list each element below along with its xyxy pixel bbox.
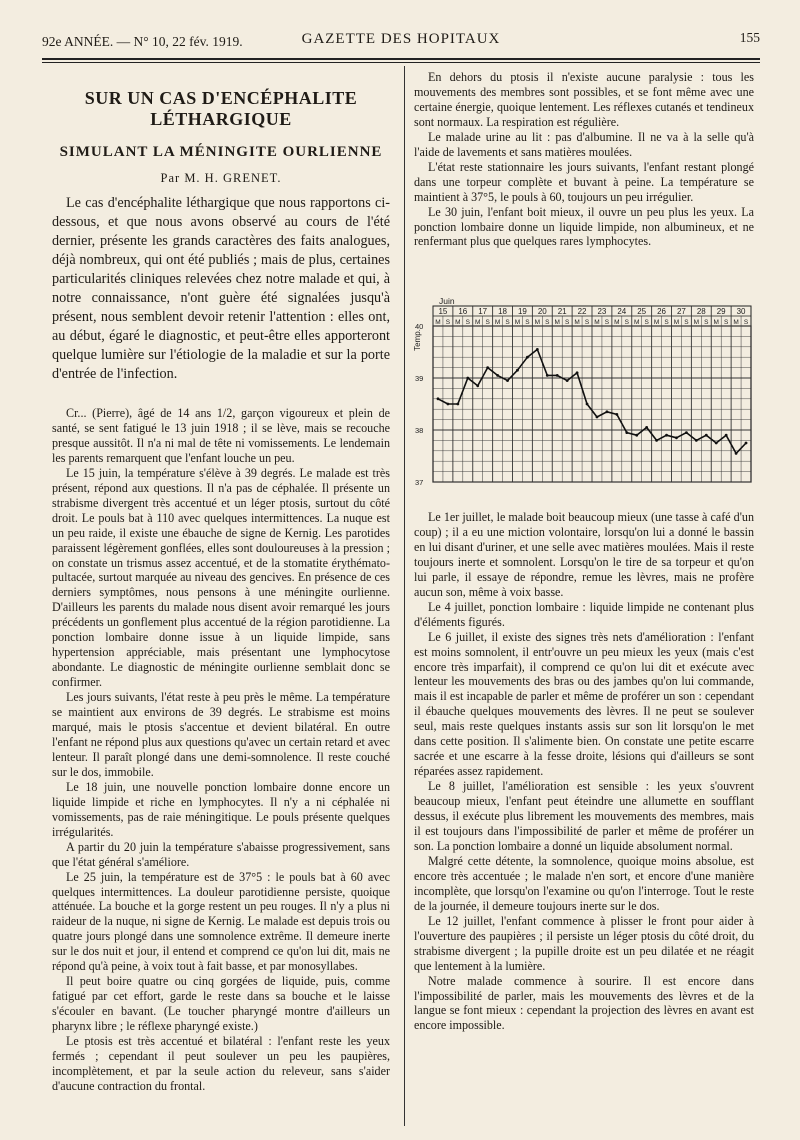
y-tick-label: 37 (415, 478, 424, 487)
day-label: 22 (577, 307, 587, 316)
temperature-point (576, 371, 579, 374)
day-label: 24 (617, 307, 627, 316)
day-label: 27 (676, 307, 686, 316)
half-day-label: S (505, 319, 510, 326)
paragraph: Le 8 juillet, l'amélioration est sensible : les yeux s'ouvrent beaucoup mieux, l'enfant peut éteindre une allumette en soufflant dessus, il exécute plus librement les mouvements des membres, mais il est toujours dans l'impossibilité de parler et même de proférer un son. La ponction lombaire a donné un liquide absolument normal. (414, 779, 754, 853)
half-day-label: M (733, 319, 739, 326)
half-day-label: M (475, 319, 481, 326)
day-label: 15 (438, 307, 448, 316)
day-label: 29 (716, 307, 726, 316)
day-label: 26 (657, 307, 667, 316)
temperature-point (516, 369, 519, 372)
paragraph: Le 18 juin, une nouvelle ponction lombaire donne encore un liquide limpide et riche en lymphocytes. Il n'y a ni céphalée ni vomissements, pas de raie méningitique. Le pouls présente quelques irrégularités. (52, 779, 390, 839)
half-day-label: M (614, 319, 620, 326)
day-label: 25 (637, 307, 647, 316)
day-label: 30 (736, 307, 746, 316)
month-label: Juin (439, 296, 455, 306)
temperature-point (655, 439, 658, 442)
temperature-chart-svg (411, 296, 757, 494)
half-day-label: S (604, 319, 610, 326)
paragraph: Notre malade commence à sourire. Il est encore dans l'impossibilité de parler, mais les mouvements des lèvres et de la langue se font mieux : cependant la projection des lèvres en avant est encore impossible. (414, 973, 754, 1033)
temperature-point (625, 431, 628, 434)
temperature-point (645, 426, 648, 429)
temperature-point (705, 434, 708, 437)
paragraph: Le 1er juillet, le malade boit beaucoup mieux (une tasse à café d'un coup) ; il a eu une miction volontaire, lorsqu'on lui a donné le bassin en lui disant d'uriner, et une selle avec matières moulées. Mais il reste toujours inerte et somnolent. Lorsqu'on le tire de sa torpeur et qu'on lui parle, il essaye de répondre, remue les lèvres, mais ne profère aucun son, même à voix basse. (414, 510, 754, 599)
day-label: 18 (498, 307, 508, 316)
temperature-point (476, 384, 479, 387)
half-day-label: M (554, 319, 560, 326)
half-day-label: S (684, 319, 689, 326)
article-subtitle: SIMULANT LA MÉNINGITE OURLIENNE (59, 144, 383, 160)
paragraph: Le 30 juin, l'enfant boit mieux, il ouvre un peu plus les yeux. La ponction lombaire donne un liquide limpide, non albumineux, et ne renfermant plus que quelques rares lymphocytes. (414, 204, 754, 249)
temperature-point (456, 403, 459, 406)
paragraph: L'état reste stationnaire les jours suivants, l'enfant restant plongé dans une torpeur complète et buvant à peine. La température se maintient à 37°5, le pouls à 60, toujours un peu irrégulier. (414, 159, 754, 204)
temperature-point (536, 348, 539, 351)
page-header (42, 30, 760, 52)
paragraph: Le 6 juillet, il existe des signes très nets d'amélioration : l'enfant est moins somnolent, il entr'ouvre un peu mieux les yeux (mais c'est encore très imparfait), il comprend ce qu'on lui dit et exécute avec lenteur les mouvements des bras ou des jambes qu'on lui commande, mais il est incapable de parler et même de proférer un son : cependant il ébauche quelques mouvements des lèvres. Il ne peut se soulever seul, mais reste quelques instants assis sur son lit lorsqu'on le met dans cette position. Il s'alimente bien. On constate une petite escarre sacrée et une escarre à la fesse droite, lésions qui d'ailleurs se sont réparées assez rapidement. (414, 629, 754, 779)
half-day-label: S (624, 319, 629, 326)
half-day-label: S (704, 319, 709, 326)
temperature-point (725, 434, 728, 437)
paragraph: Le ptosis est très accentué et bilatéral : l'enfant reste les yeux fermés ; cependant il peut soulever un peu les paupières, incomplètement, et par la seule action du releveur, sans s'aider d'aucune contraction du frontal. (52, 1034, 390, 1093)
half-day-label: M (534, 319, 541, 326)
half-day-label: S (545, 319, 550, 326)
day-label: 21 (557, 307, 567, 316)
day-label: 19 (517, 307, 527, 316)
paragraph: Le 4 juillet, ponction lombaire : liquide limpide ne contenant plus d'éléments figurés. (414, 599, 754, 629)
paragraph: Malgré cette détente, la somnolence, quoique moins absolue, est encore très accentuée ; le malade n'en sort, et encore d'une manière incomplète, que lorsqu'on l'examine ou qu'on l'interroge. Tout le reste de la journée, il demeure toujours inerte sur le dos. (414, 853, 754, 913)
temperature-chart (411, 296, 757, 494)
right-column-bottom (414, 510, 754, 1033)
half-day-label: S (525, 319, 530, 326)
half-day-label: S (485, 319, 490, 326)
issue-info: 92e ANNÉE. — N° 10, 22 fév. 1919. (42, 34, 243, 49)
temperature-point (586, 403, 589, 406)
temperature-point (665, 434, 668, 437)
day-label: 20 (537, 307, 547, 316)
case-report-continued (414, 70, 754, 249)
column-divider (404, 66, 405, 1126)
case-report-text (52, 406, 390, 1094)
temperature-point (715, 442, 718, 445)
temperature-point (675, 436, 678, 439)
day-label: 16 (458, 307, 468, 316)
paragraph: Le cas d'encéphalite léthargique que nous rapportons ci-dessous, et que nous avons observé au cours de l'été dernier, présente les grands caractères des faits analogues, déjà nombreux, qui ont été publiés ; mais de plus, certaines particularités cliniques relevées chez notre malade et qui, à notre connaissance, n'ont guère été signalées jusqu'à présent, nous semblent devoir retenir l'attention : elles ont, au début, égaré le diagnostic, et peut-être elles apporteront quelque lumière sur l'étiologie de la maladie et sur la porte d'entrée de l'infection. (52, 195, 390, 382)
half-day-label: M (673, 319, 680, 326)
y-tick-label: 38 (415, 426, 424, 435)
temperature-point (566, 379, 569, 382)
paragraph: Le malade urine au lit : pas d'albumine. Il ne va à la selle qu'à l'aide de lavements et sans matières moulées. (414, 129, 754, 159)
journal-title: GAZETTE DES HOPITAUX (301, 31, 501, 47)
temperature-point (745, 442, 748, 445)
half-day-label: S (584, 319, 590, 326)
half-day-label: S (445, 319, 451, 326)
half-day-label: M (455, 319, 461, 326)
right-column-top (414, 70, 754, 249)
half-day-label: M (494, 319, 501, 326)
temperature-point (506, 379, 509, 382)
day-label: 23 (597, 307, 607, 316)
day-label: 17 (478, 307, 488, 316)
temperature-point (606, 410, 609, 413)
half-day-label: S (564, 319, 570, 326)
temperature-point (635, 434, 638, 437)
paragraph: Le 25 juin, la température est de 37°5 : le pouls bat à 60 avec quelques intermittences. La douleur parotidienne persiste, quoique atténuée. La bouche et la gorge restent un peu rouges. Il n'y a plus ni raideur de la nuque, ni signe de Kernig. Le malade est depuis trois ou quatre jours plongé dans une somnolence extrême. Il demeure inerte sur le dos nuit et jour, il entend et comprend ce qu'on lui dit, mais ne répond qu'à peine, à voix tout à fait basse, et par monosyllabes. (52, 869, 390, 974)
temperature-point (496, 374, 499, 377)
case-report-followup (414, 510, 754, 1033)
half-day-label: S (743, 319, 749, 326)
temperature-point (546, 374, 549, 377)
paragraph: Il peut boire quatre ou cinq gorgées de liquide, puis, comme fatigué par cet effort, garde le reste dans sa bouche et le laisse s'écouler en bavant. (Le toucher pharyngé montre d'ailleurs un pharynx libre ; le réflexe pharyngé existe.) (52, 974, 390, 1034)
half-day-label: M (435, 319, 441, 326)
temperature-point (447, 403, 450, 406)
page-number: 155 (739, 30, 760, 45)
temperature-point (735, 452, 738, 455)
half-day-label: M (514, 319, 521, 326)
left-column (52, 88, 390, 1094)
intro-text (52, 194, 390, 384)
half-day-label: M (693, 319, 700, 326)
temperature-point (695, 439, 698, 442)
paragraph: En dehors du ptosis il n'existe aucune paralysie : tous les mouvements des membres sont possibles, et se font même avec une certaine énergie, quoique lentement. Les réflexes cutanés et tendineux sont normaux. La respiration est régulière. (414, 70, 754, 129)
half-day-label: S (644, 319, 649, 326)
temperature-point (556, 374, 559, 377)
temperature-point (615, 413, 618, 416)
half-day-label: S (723, 319, 729, 326)
paragraph: Cr... (Pierre), âgé de 14 ans 1/2, garçon vigoureux et plein de santé, se sent fatigué le 13 juin 1918 ; il se lève, mais se recouche presque aussitôt. Il n'a ni mal de tête ni vomissements. Le lendemain les parents remarquent que l'enfant louche un peu. (52, 406, 390, 465)
day-label: 28 (696, 307, 706, 316)
temperature-point (486, 366, 489, 369)
half-day-label: M (594, 319, 600, 326)
article-title: SUR UN CAS D'ENCÉPHALITE LÉTHARGIQUE (84, 88, 358, 129)
header-rule (42, 58, 760, 60)
half-day-label: M (634, 319, 640, 326)
paragraph: Le 15 juin, la température s'élève à 39 degrés. Le malade est très présent, répond aux questions. Il n'a pas de céphalée. Il présente un strabisme divergent très accentué et un léger ptosis, surtout du côté droit. Le pouls bat à 110 avec quelques intermittences. La nuque est un peu raide, il existe une ébauche de signe de Kernig. Les parotides paraissent légèrement gonflées, elles sont douloureuses à la pression ; on constate un trismus assez accentué, et de la stomatite érythémato-pultacée, surtout marquée au niveau des gencives. En présence de ces derniers symptômes, nous pensons à une méningite ourlienne. D'ailleurs les parents du malade nous disent avoir remarqué les jours précédents un gonflement plus accentué de la région parotidienne. La ponction lombaire donne issue à un liquide limpide, sans hypertension appréciable, mais présentant une lymphocytose abondante. Le diagnostic de méningite ourlienne semblait donc se confirmer. (52, 465, 390, 690)
half-day-label: S (465, 319, 470, 326)
paragraph: A partir du 20 juin la température s'abaisse progressivement, sans que l'état général s'améliore. (52, 839, 390, 869)
temperature-point (437, 397, 440, 400)
paragraph: Les jours suivants, l'état reste à peu près le même. La température se maintient aux environs de 39 degrés. Le strabisme est moins marqué, mais le ptosis s'accentue et devient bilatéral. En outre l'enfant ne répond plus aux questions qu'avec un certain retard et avec lenteur. Il paraît plongé dans une demi-somnolence. Il reste couché sur le dos, immobile. (52, 690, 390, 779)
article-author: Par M. H. GRENET. (160, 171, 282, 185)
y-axis-label: Temp. (413, 329, 422, 351)
y-tick-label: 39 (415, 374, 424, 383)
half-day-label: M (574, 319, 580, 326)
temperature-point (466, 377, 469, 380)
y-tick-label: 40 (415, 322, 424, 331)
paragraph: Le 12 juillet, l'enfant commence à plisser le front pour aider à l'ouverture des paupières ; il persiste un léger ptosis du côté droit, du strabisme divergent ; la pupille droite est un peu dilatée et ne réagit que lentement à la lumière. (414, 913, 754, 973)
temperature-point (685, 431, 688, 434)
half-day-label: M (713, 319, 719, 326)
header-rule-thin (42, 62, 760, 63)
temperature-point (526, 356, 529, 359)
half-day-label: M (653, 319, 660, 326)
temperature-point (596, 416, 599, 419)
half-day-label: S (664, 319, 669, 326)
